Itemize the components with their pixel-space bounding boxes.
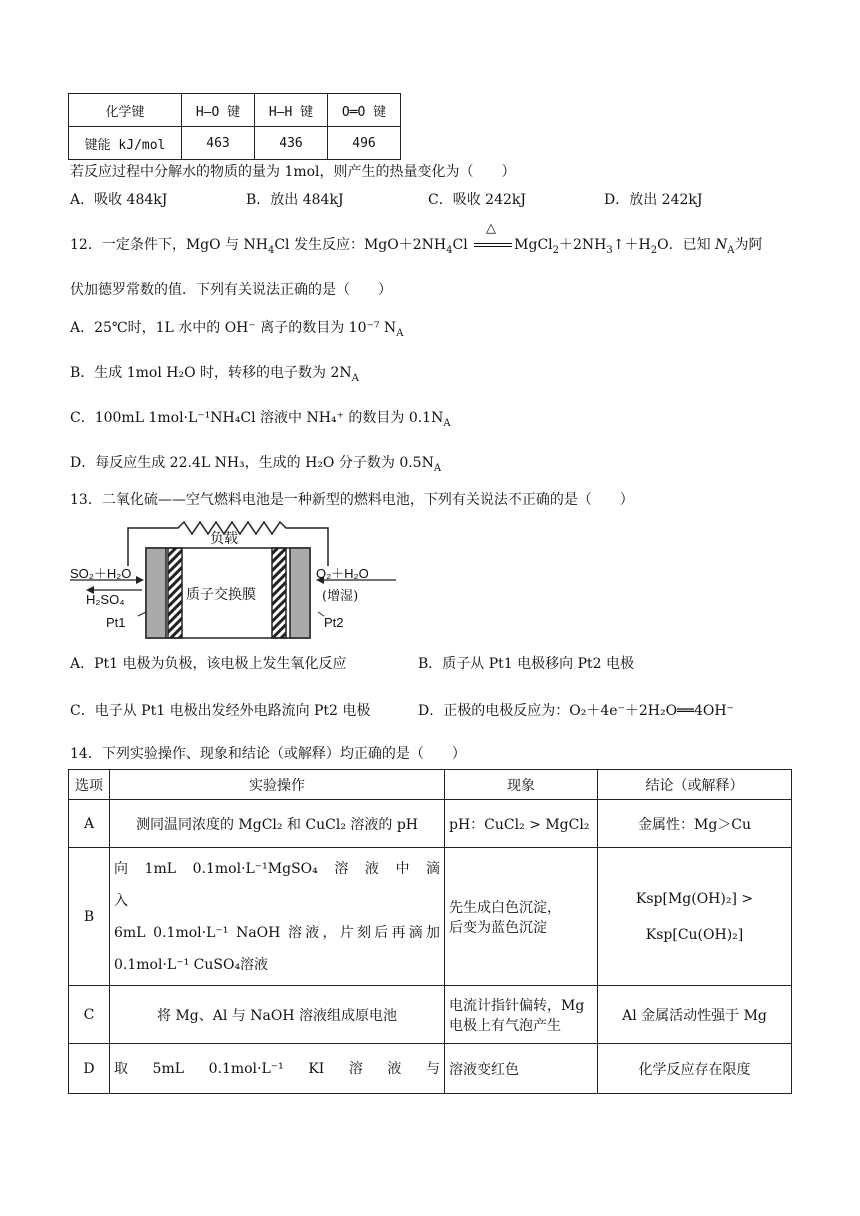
q13-option-d: D．正极的电极反应为：O₂＋4e⁻＋2H₂O══4OH⁻ [418, 703, 734, 719]
row-a-phenomenon: pH：CuCl₂ > MgCl₂ [445, 800, 598, 848]
bond-header-3: O═O 键 [328, 94, 401, 127]
row-c-phenomenon: 电流计指针偏转，Mg 电极上有气泡产生 [445, 986, 598, 1044]
q12-option-b: B．生成 1mol H₂O 时，转移的电子数为 $2N_A$ [70, 365, 359, 384]
bond-row-label: 键能 kJ/mol [69, 127, 182, 160]
diagram-left-out: H₂SO₄ [86, 592, 125, 607]
bond-header-1: H—O 键 [182, 94, 255, 127]
diagram-pt2-label: Pt2 [324, 615, 344, 630]
table-row [69, 800, 792, 848]
row-c-operation: 将 Mg、Al 与 NaOH 溶液组成原电池 [110, 986, 445, 1044]
diagram-right-note: (增湿) [322, 589, 359, 604]
row-d-operation: 取 5mL 0.1mol·L⁻¹ KI 溶 液 与 [110, 1044, 445, 1094]
q14-stem: 14．下列实验操作、现象和结论（或解释）均正确的是（ ） [70, 746, 466, 762]
q13-option-c: C．电子从 Pt1 电极出发经外电路流向 Pt2 电极 [70, 703, 371, 719]
table-row [69, 848, 792, 986]
q12-stem-line2: 伏加德罗常数的值．下列有关说法正确的是（ ） [70, 282, 392, 298]
q12-stem: 12．一定条件下，MgO 与 $NH_4Cl$ 发生反应：$MgO+2NH_4Cl$ $MgCl_2+2NH_3↑+H_2O$．已知 $N_A$为阿 [70, 237, 763, 256]
exp-header-option: 选项 [69, 770, 110, 800]
diagram-right-in: O₂＋H₂O [316, 566, 369, 581]
q12-option-a: A．25℃时，1L 水中的 OH⁻ 离子的数目为 10⁻⁷ $N_A$ [70, 320, 404, 339]
q12-option-c: C．100mL 1mol·L⁻¹NH₄Cl 溶液中 NH₄⁺ 的数目为 $0.1N_A$ [70, 410, 451, 429]
diagram-pt1-label: Pt1 [106, 615, 126, 630]
row-c-conclusion: Al 金属活动性强于 Mg [598, 986, 792, 1044]
exp-header-operation: 实验操作 [110, 770, 445, 800]
bond-value-hh: 436 [255, 127, 328, 160]
row-d-conclusion: 化学反应存在限度 [598, 1044, 792, 1094]
bond-value-oo: 496 [328, 127, 401, 160]
row-a-option: A [69, 800, 110, 848]
bond-header-0: 化学键 [69, 94, 182, 127]
row-b-option: B [69, 848, 110, 986]
row-b-operation: 向 1mL 0.1mol·L⁻¹MgSO₄ 溶 液 中 滴 入 6mL 0.1mol·L⁻¹ NaOH 溶液，片刻后再滴加 0.1mol·L⁻¹ CuSO₄溶液 [110, 848, 445, 986]
q13-option-b: B．质子从 Pt1 电极移向 Pt2 电极 [418, 656, 634, 672]
q11-option-b: B．放出 484kJ [246, 192, 344, 208]
q11-stem: 若反应过程中分解水的物质的量为 1mol，则产生的热量变化为（ ） [70, 164, 516, 180]
exp-header-conclusion: 结论（或解释） [598, 770, 792, 800]
q11-option-d: D．放出 242kJ [604, 192, 703, 208]
row-b-phenomenon: 先生成白色沉淀， 后变为蓝色沉淀 [445, 848, 598, 986]
bond-header-2: H—H 键 [255, 94, 328, 127]
bond-energy-table [68, 93, 401, 160]
electrode-pt1 [146, 548, 166, 638]
bond-value-ho: 463 [182, 127, 255, 160]
membrane-left [168, 548, 182, 638]
table-row [69, 1044, 792, 1094]
electrode-pt2 [290, 548, 310, 638]
experiment-table [68, 769, 792, 1094]
row-d-phenomenon: 溶液变红色 [445, 1044, 598, 1094]
heat-symbol: △ [486, 221, 496, 236]
row-a-operation: 测同温同浓度的 MgCl₂ 和 CuCl₂ 溶液的 pH [110, 800, 445, 848]
diagram-membrane-label: 质子交换膜 [186, 587, 256, 603]
diagram-left-in: SO₂＋H₂O [70, 566, 132, 581]
row-d-option: D [69, 1044, 110, 1094]
q11-option-c: C．吸收 242kJ [428, 192, 526, 208]
row-c-option: C [69, 986, 110, 1044]
row-b-conclusion: Ksp[Mg(OH)₂] > Ksp[Cu(OH)₂] [598, 848, 792, 986]
diagram-load-label: 负载 [210, 531, 238, 547]
q12-option-d: D．每反应生成 22.4L NH₃，生成的 H₂O 分子数为 $0.5N_A$ [70, 455, 442, 474]
membrane-right [272, 548, 286, 638]
q11-option-a: A．吸收 484kJ [70, 192, 168, 208]
exp-header-phenomenon: 现象 [445, 770, 598, 800]
table-row [69, 986, 792, 1044]
q13-stem: 13．二氧化硫——空气燃料电池是一种新型的燃料电池，下列有关说法不正确的是（ ） [70, 492, 634, 508]
row-a-conclusion: 金属性：Mg＞Cu [598, 800, 792, 848]
q13-option-a: A．Pt1 电极为负极，该电极上发生氧化反应 [70, 656, 347, 672]
